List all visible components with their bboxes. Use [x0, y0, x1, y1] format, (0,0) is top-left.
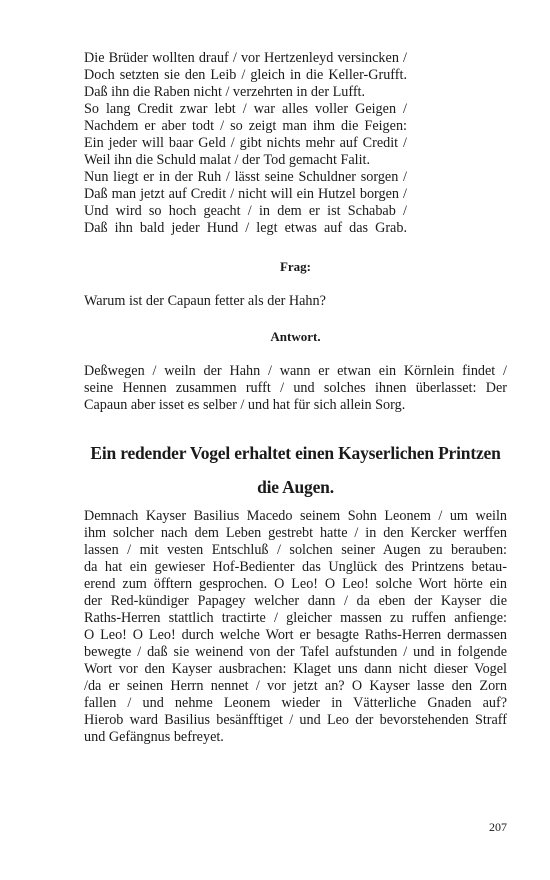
frag-heading: Frag:: [279, 259, 312, 274]
verse-line: Daß ihn die Raben nicht / verzehrten in der Lufft.: [84, 84, 366, 100]
page-number: 207: [489, 820, 507, 834]
paragraph-line: ihm solcher nach dem Leben gestrebt hatte / in den Kercker werffen: [84, 525, 507, 541]
paragraph-line: Hierob ward Basilius besänfftiget / und Leo der bevorstehenden Straff: [84, 712, 507, 728]
title-line: Ein redender Vogel erhaltet einen Kayserlichen Printzen: [90, 443, 501, 463]
paragraph-line: und Gefängnus befreyet.: [84, 729, 224, 745]
paragraph-line: Demnach Kayser Basilius Macedo seinem Sohn Leonem / um weiln: [84, 508, 507, 524]
paragraph-line: da hat ein gewieser Hof-Bedienter das Unglück des Printzens betau-: [84, 559, 507, 575]
paragraph-line: seine Hennen zusammen rufft / und solches ihnen überlasset: Der: [84, 380, 507, 396]
paragraph-line: Deßwegen / weiln der Hahn / wann er etwan ein Körnlein findet /: [84, 363, 507, 379]
paragraph-line: /da er seinen Herrn nennet / vor jetzt an? O Kayser lasse den Zorn: [84, 678, 507, 694]
page-body: [84, 50, 507, 746]
paragraph-line: Wort vor den Kayser ausbrachen: Klaget uns dann nicht dieser Vogel: [84, 661, 507, 677]
paragraph-line: Raths-Herren stattlich tractirte / gleicher massen zu ruffen anfienge:: [84, 610, 507, 626]
story-paragraph: [84, 508, 507, 746]
paragraph-line: lassen / mit vesten Entschluß / solchen seiner Augen zu berauben:: [84, 542, 507, 558]
verse-line: Nun liegt er in der Ruh / lässt seine Schuldner sorgen /: [84, 169, 407, 185]
paragraph-line: der Red-kündiger Papagey welcher dann / da eben der Kayser die: [84, 593, 507, 609]
verse-line: Ein jeder will baar Geld / gibt nichts mehr auf Credit /: [84, 135, 407, 151]
verse-line: Nachdem er aber todt / so zeigt man ihm die Feigen:: [84, 118, 407, 134]
paragraph-line: fallen / und nehme Leonem wieder in Vätterliche Gnaden auf?: [84, 695, 507, 711]
paragraph-line: O Leo! O Leo! durch welche Wort er besagte Raths-Herren dermassen: [84, 627, 507, 643]
verse-line: Daß man jetzt auf Credit / nicht will ein Hutzel borgen /: [84, 186, 407, 202]
poem-verse: [84, 50, 507, 237]
paragraph-line: Capaun aber isset es selber / und hat für sich allein Sorg.: [84, 397, 406, 413]
verse-line: Und wird so hoch geacht / in dem er ist Schabab /: [84, 203, 407, 219]
section-title: [84, 436, 507, 504]
paragraph-line: bewegte / daß sie weinend von der Tafel aufstunden / und in folgende: [84, 644, 507, 660]
verse-line: So lang Credit zwar lebt / war alles voller Geigen /: [84, 101, 407, 117]
antwort-heading: Antwort.: [270, 329, 321, 344]
paragraph-line: erend zum öfftern gesprochen. O Leo! O Leo! solche Wort hörte ein: [84, 576, 507, 592]
answer-paragraph: [84, 363, 507, 414]
verse-line: Die Brüder wollten drauf / vor Hertzenleyd versincken /: [84, 50, 407, 66]
title-line: die Augen.: [257, 477, 334, 497]
verse-line: Weil ihn die Schuld malat / der Tod gemacht Falit.: [84, 152, 371, 168]
verse-line: Doch setzten sie den Leib / gleich in die Keller-Grufft.: [84, 67, 407, 83]
verse-line: Daß ihn bald jeder Hund / legt etwas auf das Grab.: [84, 220, 407, 236]
question-text: Warum ist der Capaun fetter als der Hahn?: [84, 293, 326, 309]
